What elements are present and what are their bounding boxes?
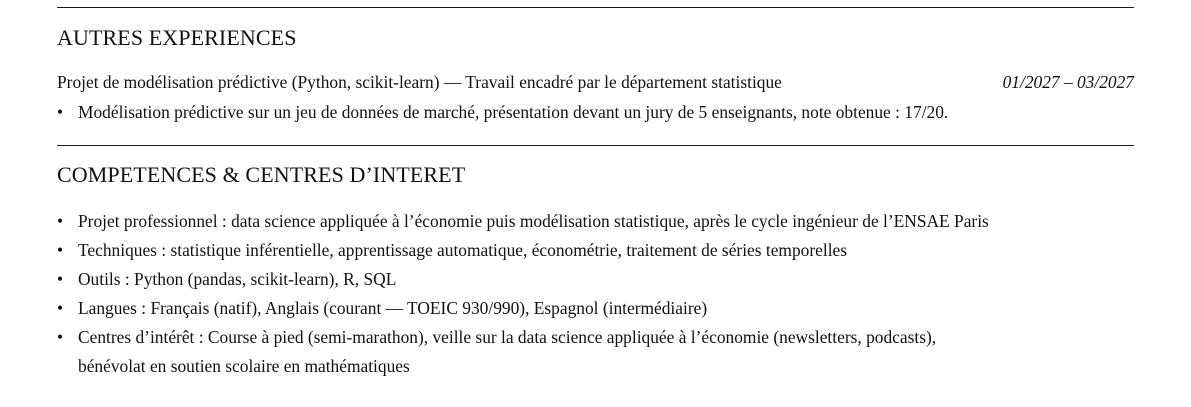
- bullet-icon: •: [57, 240, 64, 260]
- list-item: [57, 294, 1134, 323]
- list-item-text: Projet professionnel : data science appliquée à l’économie puis modélisation statistique, après le cycle ingénieur de l’ENSAE Paris: [78, 211, 989, 231]
- skills-bullet-list: [57, 207, 1134, 380]
- list-item: [57, 207, 1134, 236]
- experience-entry-dates: 01/2027 – 03/2027: [1002, 72, 1134, 92]
- bullet-icon: •: [57, 298, 64, 318]
- list-item-text: Modélisation prédictive sur un jeu de données de marché, présentation devant un jury de 5 enseignants, note obtenue : 17/20.: [78, 102, 949, 122]
- section-title-skills: COMPETENCES & CENTRES D’INTERET: [57, 162, 466, 187]
- bullet-icon: •: [57, 102, 64, 122]
- list-item: [57, 236, 1134, 265]
- section-title-experiences: AUTRES EXPERIENCES: [57, 25, 297, 50]
- list-item-text: Outils : Python (pandas, scikit-learn), R, SQL: [78, 269, 397, 289]
- list-item: [57, 98, 1134, 127]
- experience-bullet-list: [57, 98, 1134, 127]
- experience-entry-header: [57, 71, 1134, 93]
- experience-entry-title: Projet de modélisation prédictive (Python, scikit-learn) — Travail encadré par le département statistique: [57, 72, 782, 92]
- bullet-icon: •: [57, 211, 64, 231]
- section-divider: [57, 145, 1134, 146]
- list-item-text: Techniques : statistique inférentielle, apprentissage automatique, économétrie, traitement de séries temporelles: [78, 240, 848, 260]
- bullet-icon: •: [57, 327, 64, 347]
- list-item-text: Centres d’intérêt : Course à pied (semi-marathon), veille sur la data science appliquée à l’économie (newsletters, podcasts),: [78, 327, 937, 347]
- list-item-text: Langues : Français (natif), Anglais (courant — TOEIC 930/990), Espagnol (intermédiaire): [78, 298, 708, 318]
- list-item: [57, 323, 1134, 380]
- list-item-text-continued: bénévolat en soutien scolaire en mathématiques: [78, 356, 410, 376]
- section-divider: [57, 7, 1134, 8]
- bullet-icon: •: [57, 269, 64, 289]
- list-item: [57, 265, 1134, 294]
